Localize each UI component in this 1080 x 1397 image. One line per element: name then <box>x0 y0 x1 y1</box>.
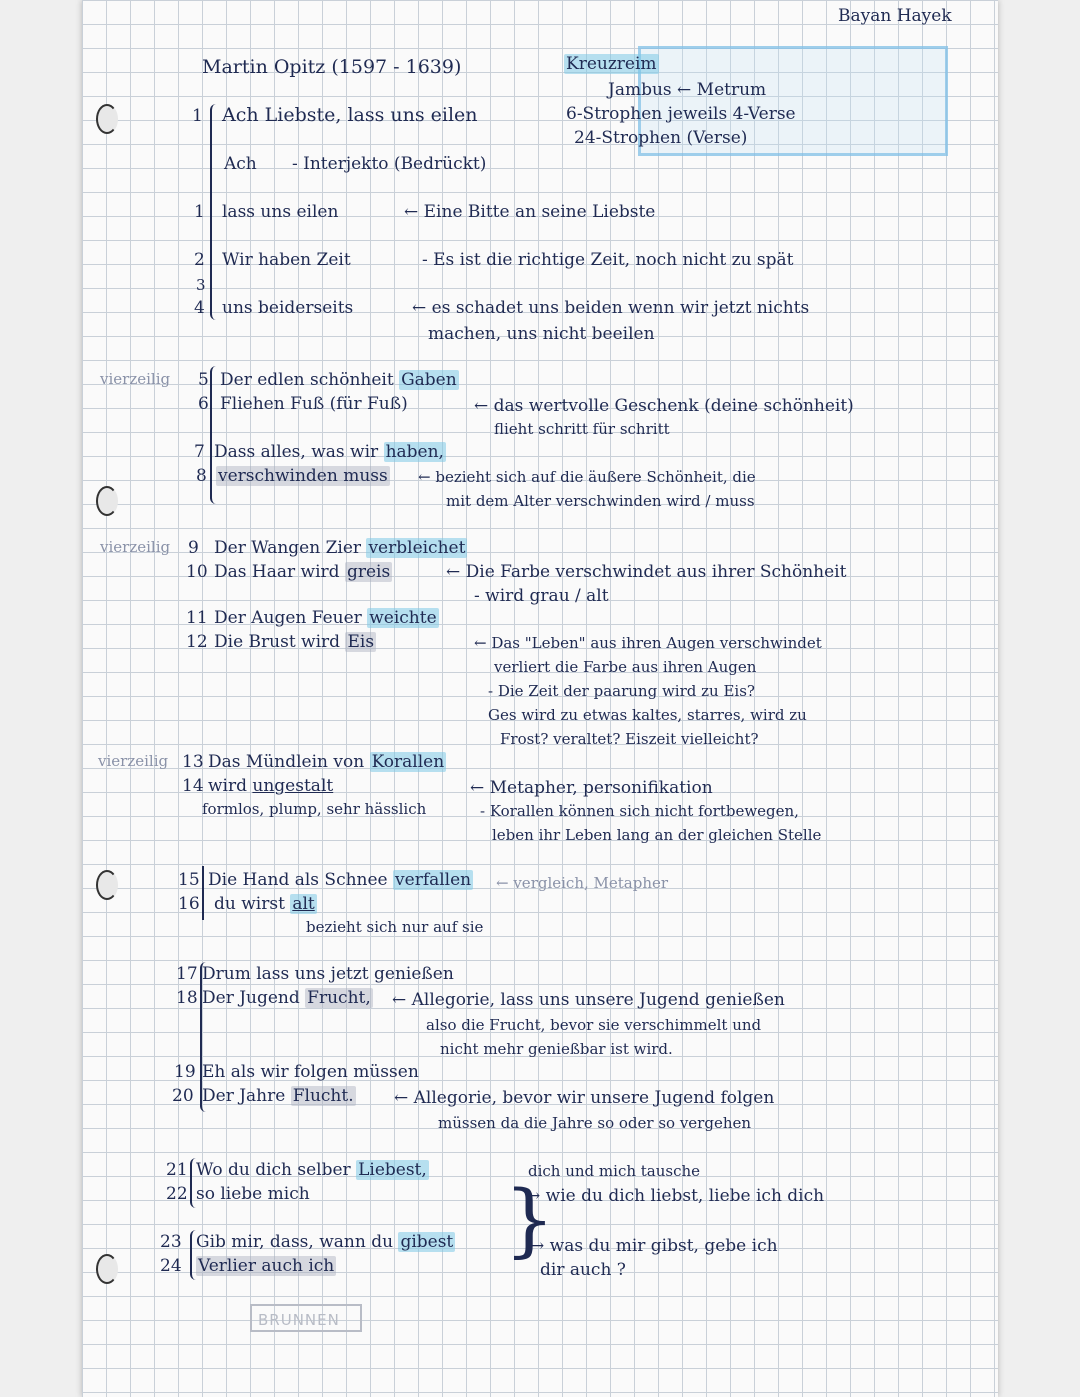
verse-21: Wo du dich selber Liebest, <box>196 1160 427 1180</box>
verse-number: 15 <box>178 870 200 890</box>
verse-14-note: ← Metapher, personifikation <box>470 778 713 798</box>
verse-7: Dass alles, was wir haben, <box>214 442 444 462</box>
verse-17: Drum lass uns jetzt genießen <box>202 964 454 984</box>
verse-number: 5 <box>198 370 209 390</box>
verse-number: 13 <box>182 752 204 772</box>
stanza-6-note: dir auch ? <box>540 1260 626 1280</box>
verse-number: 24 <box>160 1256 182 1276</box>
verse-14: wird ungestalt <box>208 776 334 796</box>
verse-number: 1 <box>194 202 205 222</box>
verse-number: 12 <box>186 632 208 652</box>
verse-14-note: - Korallen können sich nicht fortbewegen, <box>480 802 799 820</box>
verse-number: 2 <box>194 250 205 270</box>
notebook-page <box>82 0 998 1397</box>
verse-15-note: ← vergleich, Metapher <box>496 874 669 892</box>
right-brace: } <box>504 1173 555 1266</box>
verse-12-note: - Die Zeit der paarung wird zu Eis? <box>488 682 755 700</box>
punch-hole <box>96 486 118 516</box>
verse-number: 6 <box>198 394 209 414</box>
author-name: Bayan Hayek <box>838 6 952 26</box>
verse-12-note: Ges wird zu etwas kaltes, starres, wird zu <box>488 706 807 724</box>
verse-13: Das Mündlein von Korallen <box>208 752 445 772</box>
box-line-3: 6-Strophen jeweils 4-Verse <box>566 104 796 124</box>
verse-number: 22 <box>166 1184 188 1204</box>
verse-12-note: verliert die Farbe aus ihren Augen <box>494 658 757 676</box>
verse-14-gloss: formlos, plump, sehr hässlich <box>202 800 427 818</box>
verse-14-note: leben ihr Leben lang an der gleichen Stelle <box>492 826 822 844</box>
verse-number: 20 <box>172 1086 194 1106</box>
verse-number: 16 <box>178 894 200 914</box>
verse-18-note: also die Frucht, bevor sie verschimmelt und <box>426 1016 762 1034</box>
verse-20: Der Jahre Flucht. <box>202 1086 354 1106</box>
verse-6-note: ← das wertvolle Geschenk (deine schönheit) <box>474 396 854 416</box>
stanza-6-note: dich und mich tausche <box>528 1162 701 1180</box>
verse-number: 23 <box>160 1232 182 1252</box>
verse-2: Wir haben Zeit <box>222 250 351 270</box>
margin-note: vierzeilig <box>98 752 169 770</box>
verse-12-note: ← Das "Leben" aus ihren Augen verschwindet <box>474 634 822 652</box>
stanza-bracket <box>210 104 222 320</box>
punch-hole <box>96 104 118 134</box>
notebook-brand-logo: BRUNNEN <box>250 1304 362 1332</box>
verse-22: so liebe mich <box>196 1184 310 1204</box>
stanza-6-note: → was du mir gibst, gebe ich <box>530 1236 778 1256</box>
verse-number: 14 <box>182 776 204 796</box>
verse-16-note: bezieht sich nur auf sie <box>306 918 484 936</box>
punch-hole <box>96 1254 118 1284</box>
verse-number: 19 <box>174 1062 196 1082</box>
verse-number: 18 <box>176 988 198 1008</box>
verse-number: 1 <box>192 106 203 126</box>
verse-8: verschwinden muss <box>218 466 388 486</box>
verse-number: 4 <box>194 298 205 318</box>
verse-11: Der Augen Feuer weichte <box>214 608 437 628</box>
verse-number: 7 <box>194 442 205 462</box>
lass-note: ← Eine Bitte an seine Liebste <box>404 202 656 222</box>
verse-10: Das Haar wird greis <box>214 562 391 582</box>
verse-5: Der edlen schönheit Gaben <box>220 370 457 390</box>
verse-15: Die Hand als Schnee verfallen <box>208 870 472 890</box>
verse-number: 8 <box>196 466 207 486</box>
verse-4-note: machen, uns nicht beeilen <box>428 324 655 344</box>
verse-24: Verlier auch ich <box>198 1256 335 1276</box>
verse-10-note: - wird grau / alt <box>474 586 609 606</box>
box-line-2: Jambus ← Metrum <box>608 80 767 100</box>
verse-12-note: Frost? veraltet? Eiszeit vielleicht? <box>500 730 759 748</box>
punch-hole <box>96 870 118 900</box>
verse-number: 3 <box>196 276 206 294</box>
verse-8-note: mit dem Alter verschwinden wird / muss <box>446 492 755 510</box>
verse-number: 9 <box>188 538 199 558</box>
verse-6: Fliehen Fuß (für Fuß) <box>220 394 408 414</box>
verse-18: Der Jugend Frucht, <box>202 988 371 1008</box>
word-ach: Ach <box>224 154 257 174</box>
verse-18-note: nicht mehr genießbar ist wird. <box>440 1040 673 1058</box>
verse-12: Die Brust wird Eis <box>214 632 375 652</box>
verse-2-note: - Es ist die richtige Zeit, noch nicht zu spät <box>422 250 794 270</box>
stanza-6-note: → wie du dich liebst, liebe ich dich <box>526 1186 825 1206</box>
verse-number: 21 <box>166 1160 188 1180</box>
verse-16: du wirst alt <box>214 894 315 914</box>
verse-number: 17 <box>176 964 198 984</box>
verse-1: Ach Liebste, lass uns eilen <box>222 104 478 126</box>
margin-note: vierzeilig <box>100 370 171 388</box>
verse-20-note: ← Allegorie, bevor wir unsere Jugend folgen <box>394 1088 775 1108</box>
verse-10-note: ← Die Farbe verschwindet aus ihrer Schönheit <box>446 562 847 582</box>
box-line-1: Kreuzreim <box>566 54 657 74</box>
page-title: Martin Opitz (1597 - 1639) <box>202 56 462 78</box>
verse-20-note: müssen da die Jahre so oder so vergehen <box>438 1114 752 1132</box>
verse-6-note: flieht schritt für schritt <box>494 420 670 438</box>
verse-18-note: ← Allegorie, lass uns unsere Jugend genießen <box>392 990 785 1010</box>
verse-9: Der Wangen Zier verbleichet <box>214 538 466 558</box>
ach-note: - Interjekto (Bedrückt) <box>292 154 487 174</box>
verse-4: uns beiderseits <box>222 298 354 318</box>
verse-23: Gib mir, dass, wann du gibest <box>196 1232 454 1252</box>
phrase-lass: lass uns eilen <box>222 202 339 222</box>
verse-number: 10 <box>186 562 208 582</box>
verse-divider <box>202 866 204 920</box>
margin-note: vierzeilig <box>100 538 171 556</box>
verse-19: Eh als wir folgen müssen <box>202 1062 419 1082</box>
verse-4-note: ← es schadet uns beiden wenn wir jetzt nichts <box>412 298 810 318</box>
verse-number: 11 <box>186 608 208 628</box>
box-line-4: 24-Strophen (Verse) <box>574 128 748 148</box>
verse-8-note: ← bezieht sich auf die äußere Schönheit, die <box>418 468 756 486</box>
